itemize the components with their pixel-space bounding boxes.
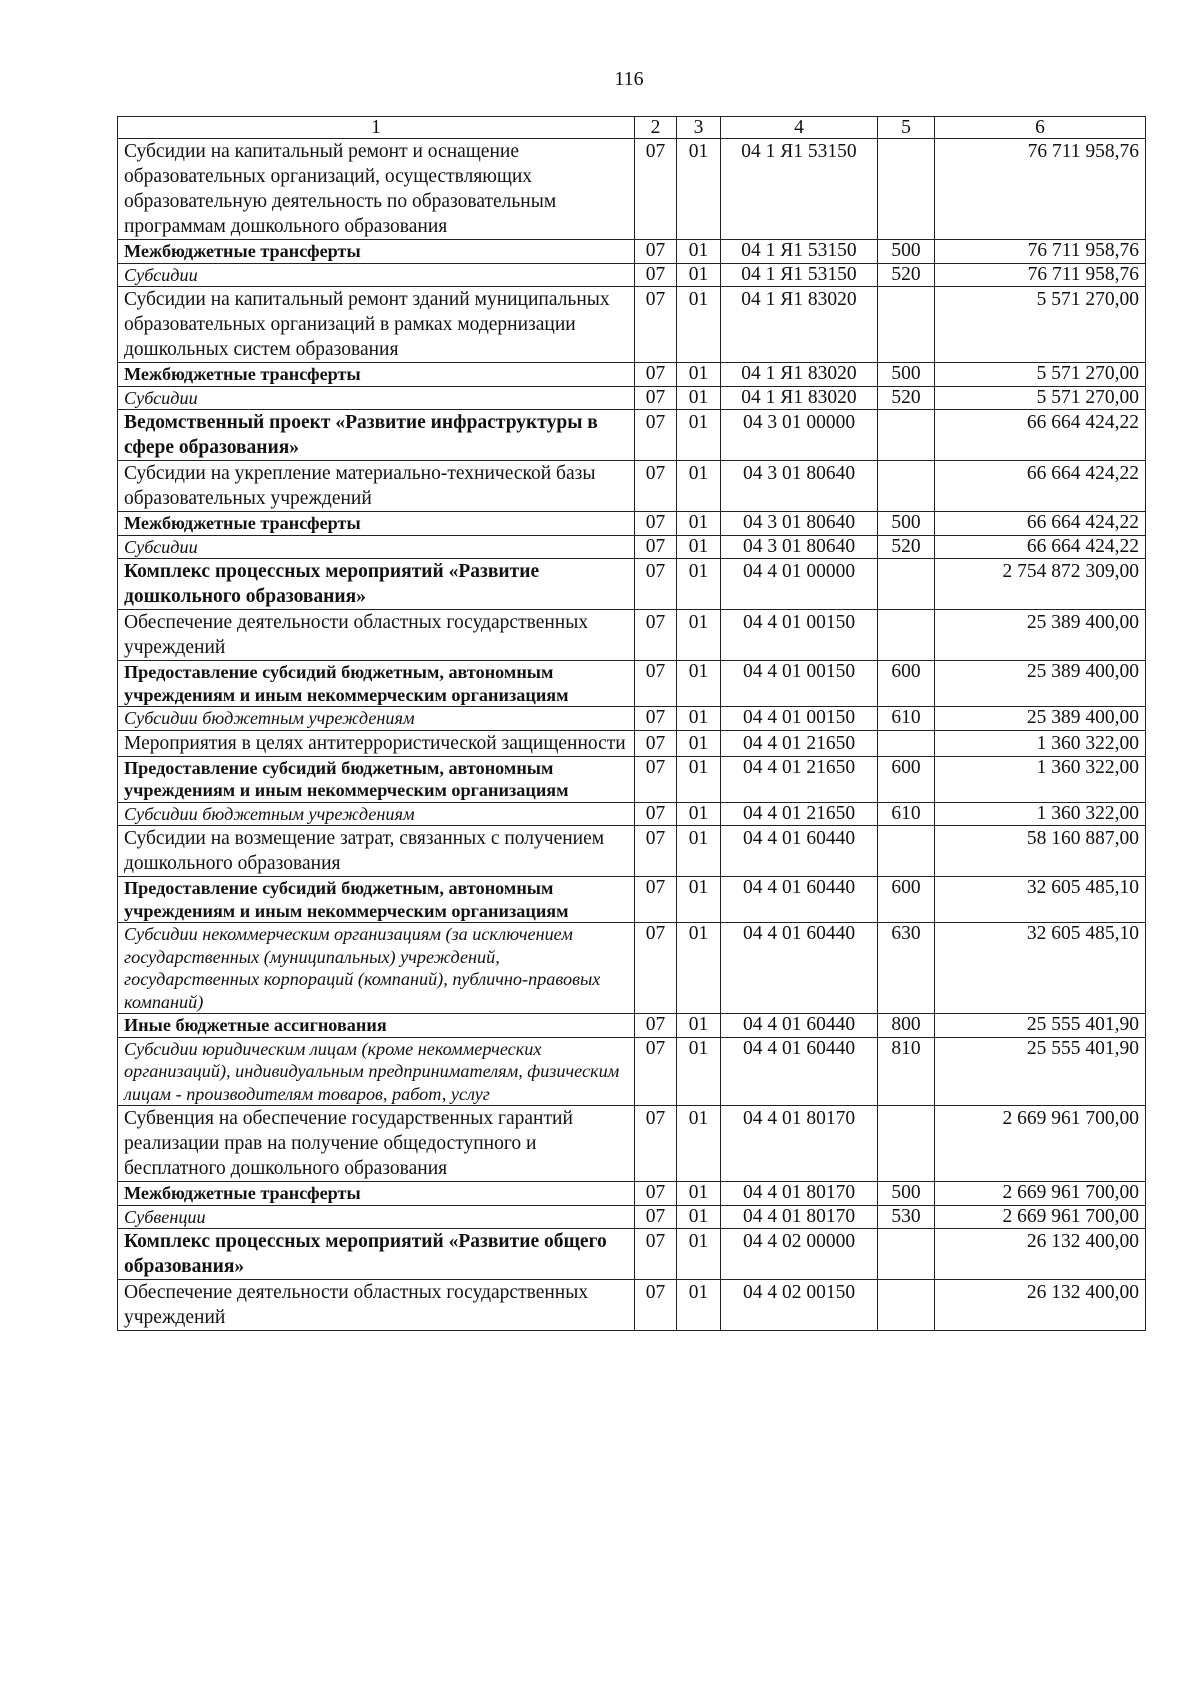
table-row — [118, 386, 1146, 410]
row-subsection-cell: 01 — [677, 461, 721, 512]
page-number: 116 — [614, 68, 644, 90]
row-amount-cell: 76 711 958,76 — [935, 263, 1146, 287]
row-name-cell: Субвенции — [118, 1205, 635, 1229]
row-section-cell: 07 — [635, 877, 677, 923]
row-amount-cell: 25 555 401,90 — [935, 1014, 1146, 1038]
row-name-cell: Ведомственный проект «Развитие инфраструктуры в сфере образования» — [118, 410, 635, 461]
row-name-cell: Межбюджетные трансферты — [118, 1182, 635, 1206]
row-subsection-cell: 01 — [677, 707, 721, 731]
row-target-code-cell: 04 4 01 60440 — [721, 877, 878, 923]
row-target-code-cell: 04 4 01 60440 — [721, 826, 878, 877]
row-expense-type-cell — [878, 730, 935, 756]
row-expense-type-cell: 500 — [878, 512, 935, 536]
row-subsection-cell: 01 — [677, 263, 721, 287]
row-expense-type-cell — [878, 1106, 935, 1182]
row-amount-cell: 25 555 401,90 — [935, 1037, 1146, 1106]
row-name-cell: Субсидии на возмещение затрат, связанных с получением дошкольного образования — [118, 826, 635, 877]
row-name-cell: Субсидии — [118, 535, 635, 559]
header-row — [118, 117, 1146, 139]
row-section-cell: 07 — [635, 263, 677, 287]
header-col-6: 6 — [935, 117, 1146, 139]
row-section-cell: 07 — [635, 139, 677, 240]
row-subsection-cell: 01 — [677, 756, 721, 802]
row-name-cell: Мероприятия в целях антитеррористической защищенности — [118, 730, 635, 756]
row-section-cell: 07 — [635, 707, 677, 731]
row-target-code-cell: 04 4 01 00150 — [721, 661, 878, 707]
row-section-cell: 07 — [635, 287, 677, 363]
table-row — [118, 240, 1146, 264]
header-col-3: 3 — [677, 117, 721, 139]
row-section-cell: 07 — [635, 1229, 677, 1280]
header-col-2: 2 — [635, 117, 677, 139]
row-name-cell: Предоставление субсидий бюджетным, автономным учреждениям и иным некоммерческим организациям — [118, 756, 635, 802]
row-section-cell: 07 — [635, 1205, 677, 1229]
table-row — [118, 410, 1146, 461]
row-amount-cell: 32 605 485,10 — [935, 877, 1146, 923]
table-body — [118, 139, 1146, 1331]
row-name-cell: Комплекс процессных мероприятий «Развитие общего образования» — [118, 1229, 635, 1280]
row-section-cell: 07 — [635, 240, 677, 264]
row-subsection-cell: 01 — [677, 535, 721, 559]
row-target-code-cell: 04 4 01 00150 — [721, 610, 878, 661]
table-row — [118, 1106, 1146, 1182]
row-amount-cell: 25 389 400,00 — [935, 707, 1146, 731]
row-subsection-cell: 01 — [677, 610, 721, 661]
row-name-cell: Иные бюджетные ассигнования — [118, 1014, 635, 1038]
table-row — [118, 1014, 1146, 1038]
row-amount-cell: 26 132 400,00 — [935, 1229, 1146, 1280]
row-expense-type-cell: 530 — [878, 1205, 935, 1229]
row-expense-type-cell: 520 — [878, 263, 935, 287]
row-target-code-cell: 04 1 Я1 53150 — [721, 139, 878, 240]
row-amount-cell: 2 669 961 700,00 — [935, 1205, 1146, 1229]
row-amount-cell: 25 389 400,00 — [935, 661, 1146, 707]
row-section-cell: 07 — [635, 1014, 677, 1038]
table-row — [118, 1280, 1146, 1331]
row-subsection-cell: 01 — [677, 877, 721, 923]
row-name-cell: Субвенция на обеспечение государственных гарантий реализации прав на получение общедоступного и бесплатного дошкольного образования — [118, 1106, 635, 1182]
row-amount-cell: 66 664 424,22 — [935, 512, 1146, 536]
row-target-code-cell: 04 1 Я1 53150 — [721, 240, 878, 264]
row-name-cell: Субсидии на капитальный ремонт и оснащение образовательных организаций, осуществляющих образовательную деятельность по образовательным программам дошкольного образования — [118, 139, 635, 240]
row-expense-type-cell: 610 — [878, 802, 935, 826]
row-expense-type-cell — [878, 826, 935, 877]
row-expense-type-cell: 500 — [878, 1182, 935, 1206]
row-amount-cell: 66 664 424,22 — [935, 535, 1146, 559]
row-section-cell: 07 — [635, 661, 677, 707]
row-subsection-cell: 01 — [677, 826, 721, 877]
row-section-cell: 07 — [635, 461, 677, 512]
row-expense-type-cell — [878, 559, 935, 610]
row-expense-type-cell: 600 — [878, 661, 935, 707]
row-target-code-cell: 04 4 01 21650 — [721, 756, 878, 802]
row-amount-cell: 2 669 961 700,00 — [935, 1182, 1146, 1206]
table-row — [118, 756, 1146, 802]
row-section-cell: 07 — [635, 535, 677, 559]
row-target-code-cell: 04 4 01 80170 — [721, 1106, 878, 1182]
row-name-cell: Субсидии — [118, 386, 635, 410]
row-amount-cell: 76 711 958,76 — [935, 240, 1146, 264]
row-section-cell: 07 — [635, 410, 677, 461]
row-name-cell: Субсидии бюджетным учреждениям — [118, 802, 635, 826]
row-name-cell: Межбюджетные трансферты — [118, 512, 635, 536]
row-target-code-cell: 04 4 01 21650 — [721, 730, 878, 756]
row-section-cell: 07 — [635, 1182, 677, 1206]
row-target-code-cell: 04 4 01 80170 — [721, 1182, 878, 1206]
row-expense-type-cell: 520 — [878, 386, 935, 410]
row-subsection-cell: 01 — [677, 287, 721, 363]
header-col-5: 5 — [878, 117, 935, 139]
row-expense-type-cell — [878, 1280, 935, 1331]
row-section-cell: 07 — [635, 386, 677, 410]
table-row — [118, 923, 1146, 1014]
row-subsection-cell: 01 — [677, 240, 721, 264]
table-row — [118, 363, 1146, 387]
row-expense-type-cell: 600 — [878, 877, 935, 923]
row-target-code-cell: 04 4 02 00150 — [721, 1280, 878, 1331]
row-subsection-cell: 01 — [677, 386, 721, 410]
row-section-cell: 07 — [635, 610, 677, 661]
row-subsection-cell: 01 — [677, 559, 721, 610]
row-target-code-cell: 04 3 01 80640 — [721, 461, 878, 512]
row-expense-type-cell — [878, 287, 935, 363]
table-row — [118, 559, 1146, 610]
table-row — [118, 263, 1146, 287]
row-amount-cell: 2 754 872 309,00 — [935, 559, 1146, 610]
row-expense-type-cell: 800 — [878, 1014, 935, 1038]
row-amount-cell: 25 389 400,00 — [935, 610, 1146, 661]
row-subsection-cell: 01 — [677, 802, 721, 826]
row-subsection-cell: 01 — [677, 1037, 721, 1106]
row-amount-cell: 5 571 270,00 — [935, 386, 1146, 410]
table-row — [118, 802, 1146, 826]
row-subsection-cell: 01 — [677, 512, 721, 536]
row-subsection-cell: 01 — [677, 1014, 721, 1038]
row-name-cell: Межбюджетные трансферты — [118, 363, 635, 387]
table-row — [118, 1205, 1146, 1229]
row-target-code-cell: 04 1 Я1 83020 — [721, 363, 878, 387]
table-row — [118, 1037, 1146, 1106]
row-name-cell: Обеспечение деятельности областных государственных учреждений — [118, 610, 635, 661]
row-target-code-cell: 04 1 Я1 83020 — [721, 386, 878, 410]
row-subsection-cell: 01 — [677, 730, 721, 756]
table-row — [118, 461, 1146, 512]
row-amount-cell: 76 711 958,76 — [935, 139, 1146, 240]
table-row — [118, 1229, 1146, 1280]
row-section-cell: 07 — [635, 363, 677, 387]
row-name-cell: Межбюджетные трансферты — [118, 240, 635, 264]
table-row — [118, 512, 1146, 536]
row-amount-cell: 1 360 322,00 — [935, 730, 1146, 756]
row-section-cell: 07 — [635, 512, 677, 536]
row-expense-type-cell — [878, 1229, 935, 1280]
row-amount-cell: 26 132 400,00 — [935, 1280, 1146, 1331]
table-header — [118, 117, 1146, 139]
row-section-cell: 07 — [635, 1106, 677, 1182]
table-row — [118, 610, 1146, 661]
row-section-cell: 07 — [635, 1280, 677, 1331]
row-target-code-cell: 04 4 01 80170 — [721, 1205, 878, 1229]
table-row — [118, 877, 1146, 923]
row-name-cell: Субсидии юридическим лицам (кроме некоммерческих организаций), индивидуальным предпринимателям, физическим лицам - производителям товаров, работ, услуг — [118, 1037, 635, 1106]
row-section-cell: 07 — [635, 559, 677, 610]
row-expense-type-cell: 500 — [878, 363, 935, 387]
row-subsection-cell: 01 — [677, 1205, 721, 1229]
row-expense-type-cell: 810 — [878, 1037, 935, 1106]
row-section-cell: 07 — [635, 923, 677, 1014]
row-subsection-cell: 01 — [677, 1280, 721, 1331]
row-amount-cell: 58 160 887,00 — [935, 826, 1146, 877]
row-section-cell: 07 — [635, 802, 677, 826]
row-subsection-cell: 01 — [677, 1229, 721, 1280]
row-subsection-cell: 01 — [677, 363, 721, 387]
row-target-code-cell: 04 1 Я1 83020 — [721, 287, 878, 363]
row-name-cell: Субсидии некоммерческим организациям (за исключением государственных (муниципальных) учреждений, государственных корпораций (компаний), публично-правовых компаний) — [118, 923, 635, 1014]
table-row — [118, 826, 1146, 877]
row-expense-type-cell: 520 — [878, 535, 935, 559]
row-amount-cell: 5 571 270,00 — [935, 363, 1146, 387]
header-col-4: 4 — [721, 117, 878, 139]
row-target-code-cell: 04 4 01 60440 — [721, 923, 878, 1014]
row-subsection-cell: 01 — [677, 661, 721, 707]
row-amount-cell: 1 360 322,00 — [935, 802, 1146, 826]
table-row — [118, 535, 1146, 559]
row-target-code-cell: 04 3 01 80640 — [721, 512, 878, 536]
row-amount-cell: 32 605 485,10 — [935, 923, 1146, 1014]
table-row — [118, 661, 1146, 707]
row-expense-type-cell: 600 — [878, 756, 935, 802]
row-name-cell: Обеспечение деятельности областных государственных учреждений — [118, 1280, 635, 1331]
table-row — [118, 139, 1146, 240]
row-expense-type-cell — [878, 139, 935, 240]
row-name-cell: Субсидии на укрепление материально-технической базы образовательных учреждений — [118, 461, 635, 512]
row-expense-type-cell — [878, 610, 935, 661]
row-name-cell: Предоставление субсидий бюджетным, автономным учреждениям и иным некоммерческим организациям — [118, 661, 635, 707]
header-col-1: 1 — [118, 117, 635, 139]
table-row — [118, 287, 1146, 363]
row-target-code-cell: 04 4 01 60440 — [721, 1014, 878, 1038]
row-expense-type-cell — [878, 461, 935, 512]
row-section-cell: 07 — [635, 826, 677, 877]
row-subsection-cell: 01 — [677, 1106, 721, 1182]
row-name-cell: Предоставление субсидий бюджетным, автономным учреждениям и иным некоммерческим организациям — [118, 877, 635, 923]
row-target-code-cell: 04 4 01 21650 — [721, 802, 878, 826]
row-amount-cell: 2 669 961 700,00 — [935, 1106, 1146, 1182]
table-row — [118, 1182, 1146, 1206]
row-expense-type-cell: 500 — [878, 240, 935, 264]
row-subsection-cell: 01 — [677, 923, 721, 1014]
row-target-code-cell: 04 4 02 00000 — [721, 1229, 878, 1280]
row-subsection-cell: 01 — [677, 1182, 721, 1206]
row-amount-cell: 66 664 424,22 — [935, 410, 1146, 461]
budget-table — [117, 116, 1146, 1331]
table-row — [118, 730, 1146, 756]
row-expense-type-cell: 630 — [878, 923, 935, 1014]
row-subsection-cell: 01 — [677, 410, 721, 461]
row-name-cell: Субсидии бюджетным учреждениям — [118, 707, 635, 731]
row-section-cell: 07 — [635, 730, 677, 756]
row-section-cell: 07 — [635, 756, 677, 802]
row-amount-cell: 66 664 424,22 — [935, 461, 1146, 512]
row-amount-cell: 5 571 270,00 — [935, 287, 1146, 363]
row-target-code-cell: 04 4 01 60440 — [721, 1037, 878, 1106]
table-row — [118, 707, 1146, 731]
row-name-cell: Субсидии — [118, 263, 635, 287]
row-expense-type-cell: 610 — [878, 707, 935, 731]
row-section-cell: 07 — [635, 1037, 677, 1106]
row-target-code-cell: 04 3 01 80640 — [721, 535, 878, 559]
row-subsection-cell: 01 — [677, 139, 721, 240]
row-amount-cell: 1 360 322,00 — [935, 756, 1146, 802]
row-target-code-cell: 04 3 01 00000 — [721, 410, 878, 461]
row-name-cell: Комплекс процессных мероприятий «Развитие дошкольного образования» — [118, 559, 635, 610]
row-name-cell: Субсидии на капитальный ремонт зданий муниципальных образовательных организаций в рамках модернизации дошкольных систем образования — [118, 287, 635, 363]
row-target-code-cell: 04 4 01 00150 — [721, 707, 878, 731]
row-target-code-cell: 04 1 Я1 53150 — [721, 263, 878, 287]
row-expense-type-cell — [878, 410, 935, 461]
row-target-code-cell: 04 4 01 00000 — [721, 559, 878, 610]
